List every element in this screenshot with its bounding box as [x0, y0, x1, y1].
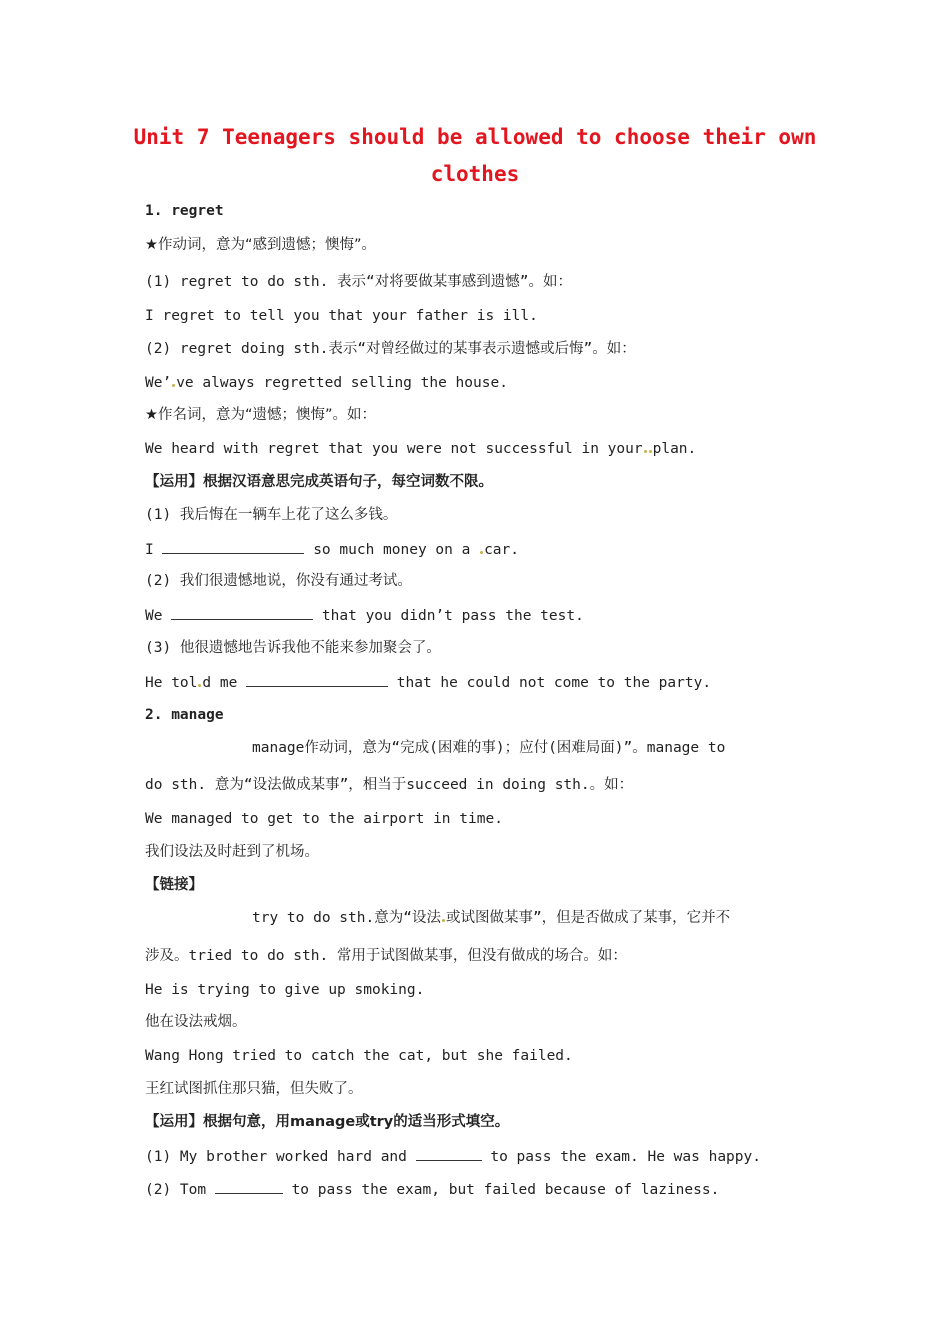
- exercise-1-sentence: [145, 539, 519, 560]
- link-text-part: 或试图做某事”，但是否做成了某事，它并不: [445, 910, 731, 926]
- sentence-part: to pass the exam, but failed because of laziness.: [282, 1182, 720, 1198]
- example-text-part: plan.: [652, 441, 697, 457]
- answer-blank[interactable]: [215, 1179, 283, 1194]
- sentence-part: car.: [484, 542, 519, 558]
- link-text-part: try to do sth.意为“设法: [252, 910, 441, 926]
- exercise-manage-1: [145, 1146, 761, 1167]
- exercise-manage-2: [145, 1179, 719, 1200]
- verb-definition: ★作动词，意为“感到遗憾；懊悔”。: [145, 237, 377, 253]
- answer-blank[interactable]: [171, 605, 313, 620]
- answer-blank[interactable]: [162, 539, 304, 554]
- section-heading-manage: 2. manage: [145, 707, 224, 723]
- decorative-dot: [172, 384, 175, 387]
- link-heading: 【链接】: [145, 877, 203, 893]
- manage-definition-line-1: manage作动词，意为“完成(困难的事)；应付(困难局面)”。manage to: [252, 740, 726, 756]
- sentence-part: He tol: [145, 675, 198, 691]
- exercise-2-chinese: (2) 我们很遗憾地说，你没有通过考试。: [145, 573, 412, 589]
- link-example-1-english: He is trying to give up smoking.: [145, 982, 425, 998]
- link-example-2-english: Wang Hong tried to catch the cat, but she failed.: [145, 1048, 573, 1064]
- sentence-part: (1) My brother worked hard and: [145, 1149, 416, 1165]
- noun-definition: ★作名词，意为“遗憾；懊悔”。如：: [145, 407, 377, 423]
- exercise-3-chinese: (3) 他很遗憾地告诉我他不能来参加聚会了。: [145, 640, 441, 656]
- sentence-part: that you didn’t pass the test.: [313, 608, 584, 624]
- exercise-heading-2: 【运用】根据句意，用manage或try的适当形式填空。: [145, 1114, 510, 1130]
- sentence-part: that he could not come to the party.: [388, 675, 712, 691]
- manage-example-chinese: 我们设法及时赶到了机场。: [145, 844, 319, 860]
- decorative-dot: [644, 450, 647, 453]
- link-example-1-chinese: 他在设法戒烟。: [145, 1014, 247, 1030]
- document-title-line-1: Unit 7 Teenagers should be allowed to choose their own: [133, 125, 817, 149]
- link-line-1: [252, 908, 730, 928]
- sentence-part: d me: [202, 675, 247, 691]
- decorative-dot: [198, 684, 201, 687]
- answer-blank[interactable]: [246, 672, 388, 687]
- sentence-part: I: [145, 542, 163, 558]
- sentence-part: so much money on a: [304, 542, 480, 558]
- usage-item-2-example: [145, 373, 508, 393]
- decorative-dot: [480, 551, 483, 554]
- usage-item-1: (1) regret to do sth. 表示“对将要做某事感到遗憾”。如：: [145, 274, 573, 290]
- manage-example-english: We managed to get to the airport in time.: [145, 811, 503, 827]
- usage-item-2: (2) regret doing sth.表示“对曾经做过的某事表示遗憾或后悔”。如：: [145, 341, 636, 357]
- noun-example: [145, 439, 696, 459]
- link-example-2-chinese: 王红试图抓住那只猫，但失败了。: [145, 1081, 363, 1097]
- exercise-3-sentence: [145, 672, 711, 693]
- document-title-line-2: clothes: [430, 162, 520, 186]
- example-text-part: We heard with regret that you were not successful in your: [145, 441, 643, 457]
- decorative-dot: [649, 450, 652, 453]
- example-text-part: ve always regretted selling the house.: [176, 375, 508, 391]
- section-heading-regret: 1. regret: [145, 203, 224, 219]
- usage-item-1-example: I regret to tell you that your father is ill.: [145, 308, 538, 324]
- example-text-part: We’: [145, 375, 172, 391]
- sentence-part: to pass the exam. He was happy.: [481, 1149, 761, 1165]
- manage-definition-line-2: do sth. 意为“设法做成某事”，相当于succeed in doing sth.。如：: [145, 777, 634, 793]
- decorative-dot: [442, 919, 445, 922]
- link-line-2: 涉及。tried to do sth. 常用于试图做某事，但没有做成的场合。如：: [145, 948, 627, 964]
- exercise-heading-1: 【运用】根据汉语意思完成英语句子，每空词数不限。: [145, 474, 493, 490]
- exercise-1-chinese: (1) 我后悔在一辆车上花了这么多钱。: [145, 507, 398, 523]
- exercise-2-sentence: [145, 605, 584, 626]
- sentence-part: (2) Tom: [145, 1182, 215, 1198]
- sentence-part: We: [145, 608, 172, 624]
- answer-blank[interactable]: [416, 1146, 482, 1161]
